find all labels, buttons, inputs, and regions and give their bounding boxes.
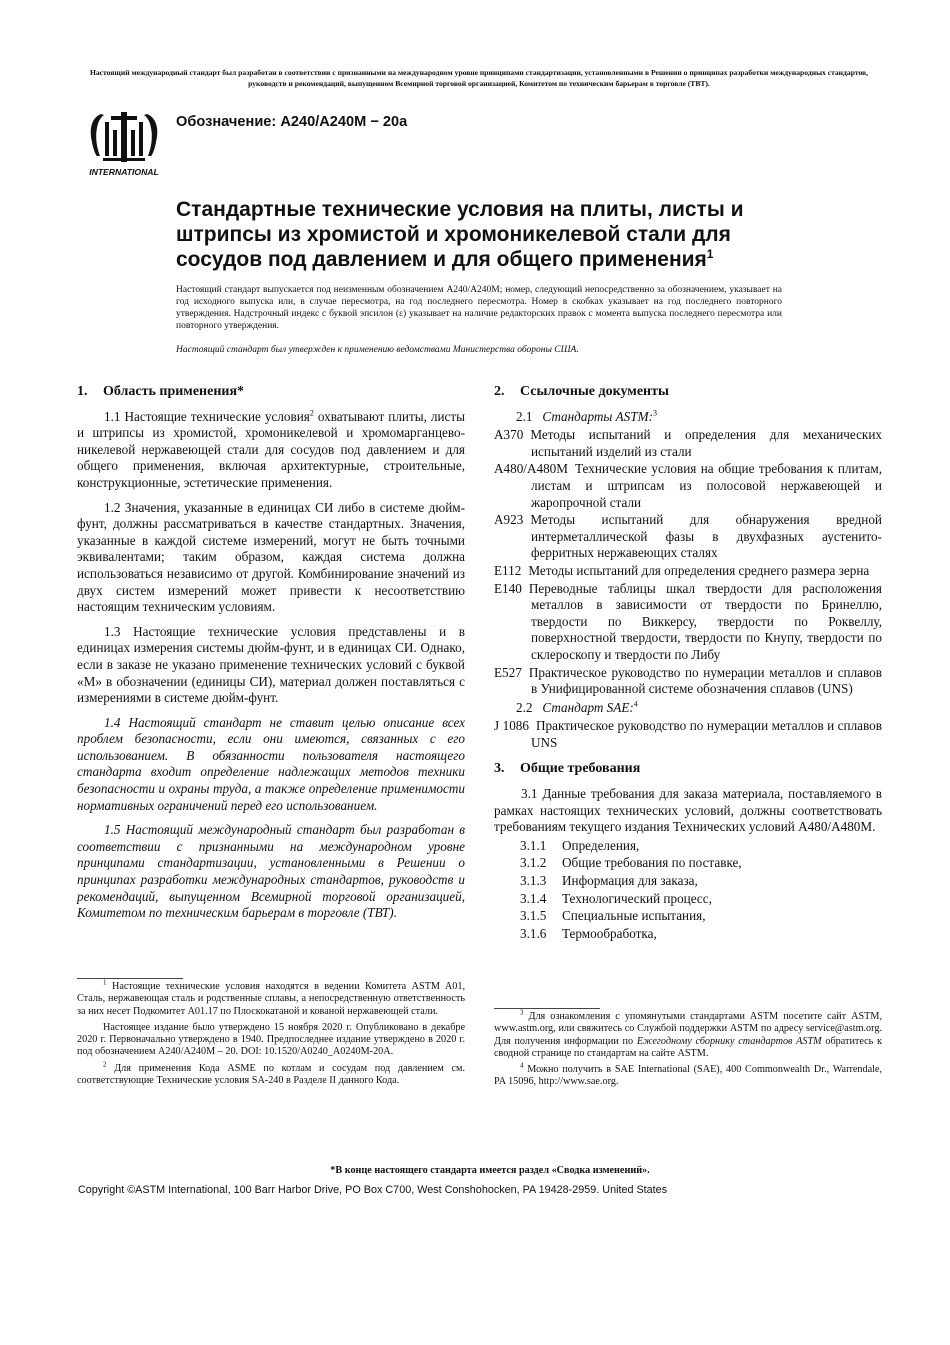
- footnote-1-mark: 1: [103, 978, 107, 987]
- dod-note: Настоящий стандарт был утвержден к применению ведомствами Министерства обороны США.: [176, 345, 579, 355]
- title-footnote-mark: 1: [706, 247, 714, 261]
- astm-logo-mark: [91, 112, 158, 162]
- footnote-3-book-title: Ежегодному сборнику стандартов ASTM: [636, 1035, 822, 1047]
- footnotes-right: [494, 1008, 882, 1093]
- paragraph-1-3: 1.3 Настоящие технические условия представлены и в единицах измерения системы дюйм-фунт, и в единицах СИ. Однако, если в заказе не указано применение технических условий с буквой «М» в обозначении (единицы СИ), материал должен поставляться с измерениями в системе дюйм-фунт.: [77, 623, 465, 706]
- footnote-ref-3: 3: [652, 408, 657, 418]
- footnote-rule: [77, 978, 183, 979]
- subsection-2-2-label: Стандарт SAE:: [542, 699, 634, 715]
- footnote-ref-4: 4: [633, 699, 638, 709]
- footnote-3-mark: 3: [520, 1008, 524, 1017]
- footnote-1: [77, 978, 465, 1018]
- footnote-2-text: Для применения Кода ASME по котлам и сосудам под давлением см. соответствующие Технические условия SA-240 в Разделе II данного Кода.: [77, 1062, 465, 1087]
- reference-code: J 1086: [494, 718, 529, 734]
- list-item-number: 3.1.4: [520, 890, 547, 906]
- summary-of-changes-note: *В конце настоящего стандарта имеется раздел «Сводка изменений».: [330, 1165, 650, 1176]
- footnote-rule: [494, 1008, 600, 1009]
- subsection-2-1-label: Стандарты ASTM:: [542, 408, 653, 424]
- reference-item: [494, 718, 882, 751]
- footnote-1-text: Настоящие технические условия находятся в ведении Комитета ASTM A01, Сталь, нержавеющая сталь и родственные сплавы, а непосредственную ответственность за них несет Подкомитет A01.17 по Плоскокатаной и кованой нержавеющей стали.: [77, 981, 465, 1017]
- reference-code: E140: [494, 580, 522, 596]
- page-title: [176, 197, 806, 272]
- reference-item: [494, 427, 882, 460]
- footnotes-left: [77, 978, 465, 1091]
- list-item-number: 3.1.5: [520, 908, 547, 924]
- list-item-text: Информация для заказа,: [562, 873, 698, 889]
- reference-title: Технические условия на общие требования к плитам, листам и штрипсам из полосовой нержавеющей и жаропрочной стали: [531, 461, 882, 510]
- reference-item: [494, 581, 882, 664]
- paragraph-1-2: 1.2 Значения, указанные в единицах СИ либо в системе дюйм-фунт, должны рассматриваться в качестве стандартных. Значения, указанные в каждой системе измерений, могут не быть точными эквивалентами; таким образом, каждая система должна использоваться независимо от другой. Комбинирование значений из двух систем измерений может привести к несоответствию настоящим техническим условиям.: [77, 499, 465, 615]
- footnote-3: [494, 1008, 882, 1060]
- footnote-4-text: Можно получить в SAE International (SAE), 400 Commonwealth Dr., Warrendale, PA 15096, http://www.sae.org.: [494, 1064, 882, 1088]
- list-item-number: 3.1.1: [520, 837, 547, 853]
- section-1-heading: [77, 384, 465, 401]
- reference-title: Переводные таблицы шкал твердости для расположения металлов в зависимости от твердости по Бринеллю, твердости по Виккерсу, твердости по Роквеллу, поверхностной твердости, твердости по Кнупу, твердости по склероскопу и твердости по Либу: [528, 580, 882, 662]
- reference-code: E112: [494, 562, 522, 578]
- reference-item: [494, 563, 882, 580]
- section-3-title: Общие требования: [520, 761, 641, 777]
- title-text: Стандартные технические условия на плиты, листы и штрипсы из хромистой и хромоникелевой стали для сосудов под давлением и для общего применения: [176, 198, 744, 271]
- list-item-text: Специальные испытания,: [562, 908, 706, 924]
- section-1-number: 1.: [77, 384, 88, 399]
- right-column: [494, 384, 882, 943]
- left-column: [77, 384, 465, 930]
- list-item: [520, 855, 882, 872]
- paragraph-1-1-start: 1.1 Настоящие технические условия: [104, 408, 310, 424]
- astm-logo-subtext: INTERNATIONAL: [89, 167, 159, 177]
- reference-code: A480/A480M: [494, 461, 568, 477]
- sae-reference-list: [494, 718, 882, 751]
- subsection-2-1-number: 2.1: [516, 408, 533, 424]
- paragraph-1-1-end: охватывают плиты, листы и штрипсы из хромистой, хромоникелевой и хромомарганцево-никелевой нержавеющей стали для сосудов под давлением и для общего применения, включая архитектурные, строительные, конструкционные, эстетические применения.: [77, 408, 466, 490]
- astm-reference-list: [494, 427, 882, 698]
- footnote-ref-2: 2: [309, 408, 314, 418]
- reference-title: Методы испытаний для обнаружения вредной интерметаллической фазы в двухфазных аустенито-ферритных нержавеющих сталях: [530, 512, 882, 561]
- section-2-number: 2.: [494, 384, 505, 399]
- list-item-text: Технологический процесс,: [562, 890, 712, 906]
- section-2-heading: [494, 384, 882, 401]
- subsection-2-2: [516, 700, 882, 717]
- astm-logo: [83, 108, 165, 178]
- top-notice: Настоящий международный стандарт был разработан в соответствии с признанными на международном уровне принципами стандартизации, установленными в Решении о принципах разработки международных стандартов, руководств и рекомендаций, выпущенном Всемирной торговой организацией, Комитетом по техническим барьерам в торговле (ТВТ).: [89, 68, 869, 88]
- footnote-1-approval: Настоящее издание было утверждено 15 ноября 2020 г. Опубликовано в декабре 2020 г. Первоначально утверждено в 1940. Предпоследнее издание утверждено в 2020 г. под обозначением A240/A240M – 20. DOI: 10.1520/A0240_A0240M-20A.: [77, 1021, 465, 1058]
- reference-title: Практическое руководство по нумерации металлов и сплавов UNS: [531, 718, 882, 750]
- footnote-4: [494, 1061, 882, 1089]
- subsection-2-2-number: 2.2: [516, 699, 533, 715]
- list-item: [520, 891, 882, 908]
- copyright: Copyright ©ASTM International, 100 Barr Harbor Drive, PO Box C700, West Conshohocken, PA 19428-2959. United States: [78, 1184, 668, 1196]
- paragraph-1-5: 1.5 Настоящий международный стандарт был разработан в соответствии с признанными на международном уровне принципами стандартизации, установленными в Решении о принципах разработки международных стандартов, руководств и рекомендаций, выпущенном Всемирной торговой организацией, Комитетом по техническим барьерам в торговле (ТВТ).: [77, 822, 465, 921]
- requirements-list: [494, 838, 882, 943]
- reference-title: Практическое руководство по нумерации металлов и сплавов в Унифицированной системе обозначения сплавов (UNS): [528, 664, 882, 697]
- reference-item: [494, 461, 882, 511]
- section-3-number: 3.: [494, 761, 505, 777]
- list-item-number: 3.1.3: [520, 873, 547, 889]
- list-item: [520, 926, 882, 943]
- reference-item: [494, 512, 882, 562]
- footnote-3-text-b: обратитесь к сводной странице по стандартам на сайте ASTM.: [494, 1035, 882, 1059]
- paragraph-3-1: 3.1 Данные требования для заказа материала, поставляемого в рамках настоящих технических условий, должны соответствовать требованиям текущего издания Технических условий A480/A480M.: [494, 786, 882, 835]
- list-item: [520, 873, 882, 890]
- list-item-text: Термообработка,: [562, 925, 657, 941]
- footnote-4-mark: 4: [520, 1061, 524, 1070]
- footnote-2: [77, 1060, 465, 1088]
- section-1-title: Область применения*: [103, 384, 245, 399]
- list-item: [520, 838, 882, 855]
- reference-code: A370: [494, 427, 524, 443]
- footnote-2-mark: 2: [103, 1060, 107, 1069]
- reference-code: E527: [494, 664, 522, 680]
- issue-note: Настоящий стандарт выпускается под неизменным обозначением A240/A240M; номер, следующий непосредственно за обозначением, указывает на год исходного выпуска или, в случае пересмотра, на год последнего пересмотра. Номер в скобках указывает на год последнего повторного утверждения. Надстрочный индекс с буквой эпсилон (ε) указывает на наличие редакторских правок с момента выпуска последнего пересмотра или повторного утверждения.: [176, 285, 782, 331]
- reference-title: Методы испытаний и определения для механических испытаний изделий из стали: [530, 427, 882, 459]
- paragraph-1-4: 1.4 Настоящий стандарт не ставит целью описание всех проблем безопасности, если они имеются, связанных с его использованием. В обязанности пользователя настоящего стандарта входит определение надлежащих методов техники безопасности и охраны труда, а также определение применимости нормативных ограничений перед его использованием.: [77, 714, 465, 813]
- list-item-number: 3.1.2: [520, 855, 547, 871]
- reference-title: Методы испытаний для определения среднего размера зерна: [528, 562, 870, 578]
- list-item-text: Общие требования по поставке,: [562, 855, 742, 871]
- reference-code: A923: [494, 512, 524, 528]
- list-item-text: Определения,: [562, 837, 640, 853]
- subsection-2-1: [516, 409, 882, 426]
- section-2-title: Ссылочные документы: [520, 384, 669, 399]
- list-item: [520, 908, 882, 925]
- designation: Обозначение: A240/A240M − 20a: [176, 114, 408, 130]
- reference-item: [494, 665, 882, 698]
- footnote-3-text-a: Для ознакомления с упомянутыми стандартами ASTM посетите сайт ASTM, www.astm.org, или свяжитесь со Службой поддержки ASTM по адресу service@astm.org. Для получения информации по: [494, 1011, 882, 1047]
- paragraph-1-1: [77, 409, 465, 492]
- section-3-heading: [494, 761, 882, 778]
- list-item-number: 3.1.6: [520, 925, 547, 941]
